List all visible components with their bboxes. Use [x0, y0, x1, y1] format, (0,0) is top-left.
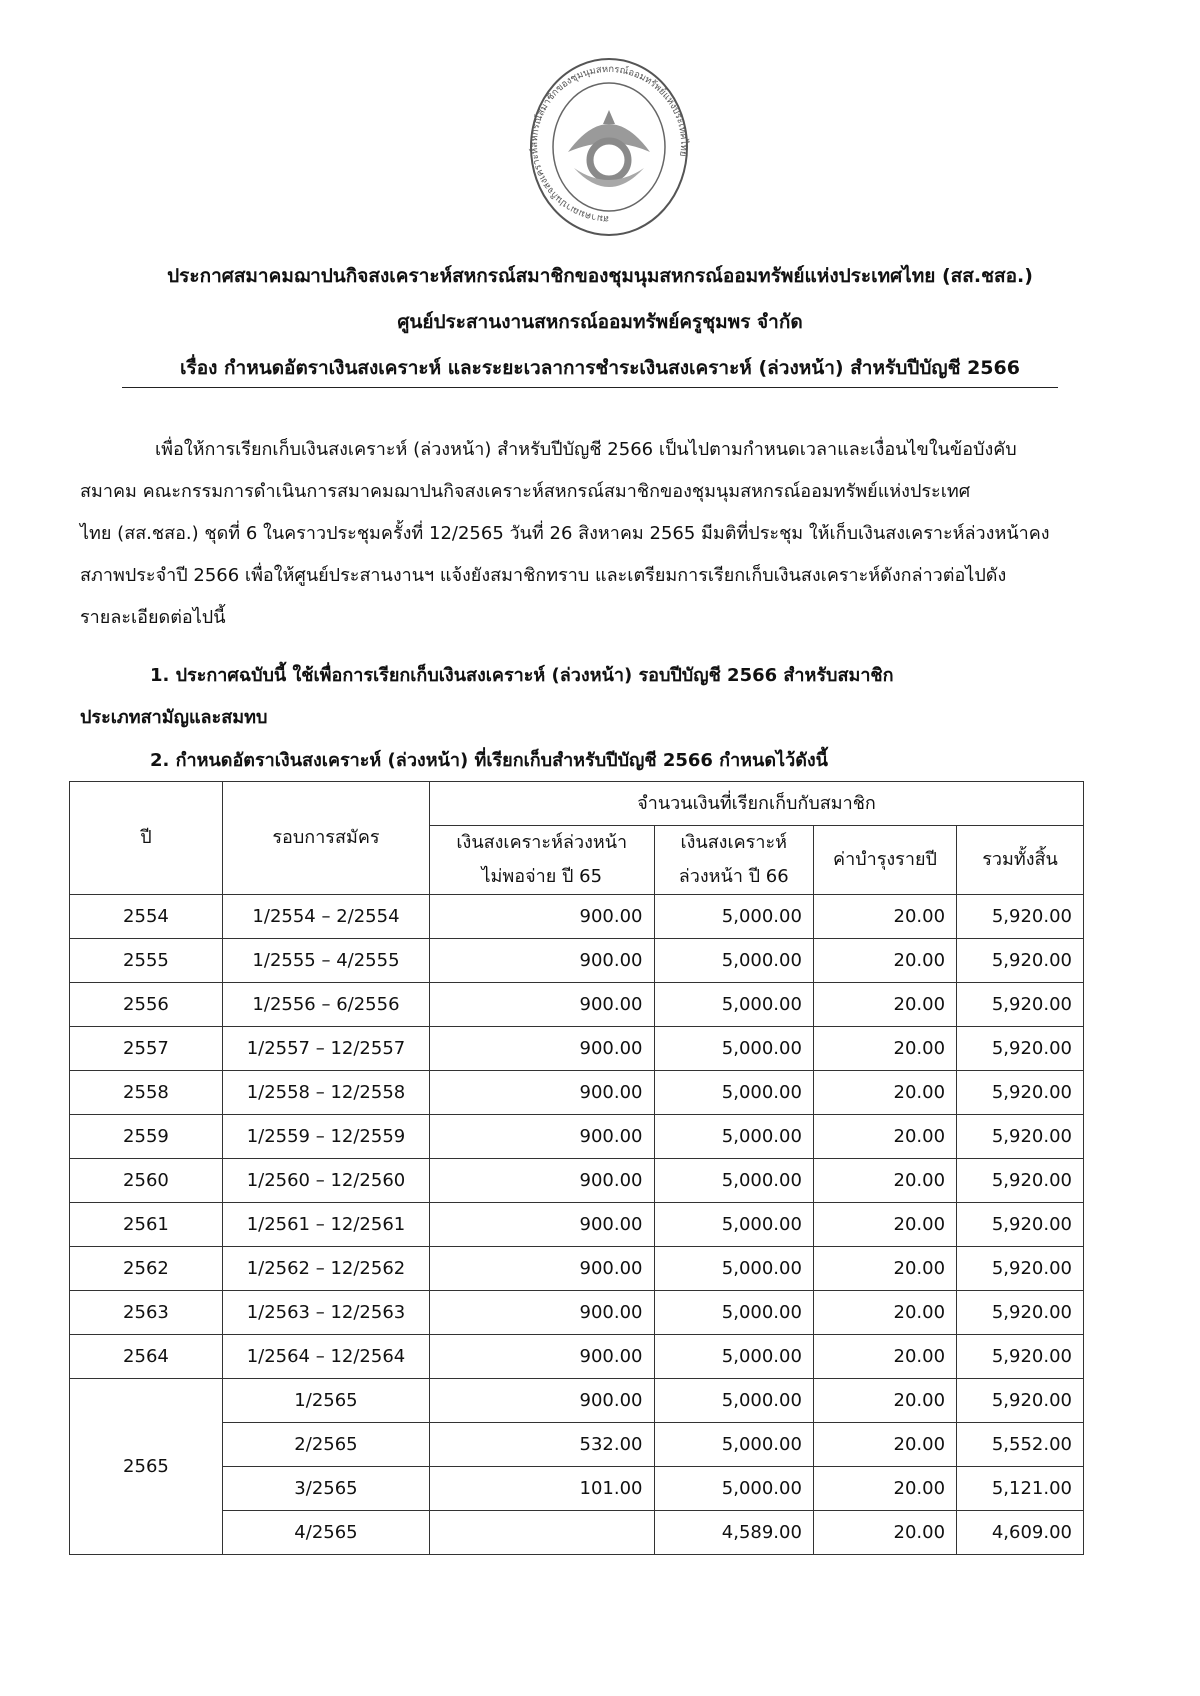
cell-shortfall: 900.00 — [430, 1203, 654, 1247]
announcement-title-line1: ประกาศสมาคมฌาปนกิจสงเคราะห์สหกรณ์สมาชิกของชุมนุมสหกรณ์ออมทรัพย์แห่งประเทศไทย (สส.ชสอ.) — [167, 265, 1033, 287]
cell-year: 2559 — [70, 1115, 223, 1159]
cell-annual-fee: 20.00 — [813, 1335, 956, 1379]
column-header-advance — [654, 826, 813, 895]
cell-advance: 5,000.00 — [654, 1291, 813, 1335]
cell-advance: 5,000.00 — [654, 1247, 813, 1291]
intro-paragraph — [80, 429, 1120, 639]
table-row — [70, 983, 1084, 1027]
cell-round: 1/2561 – 12/2561 — [222, 1203, 429, 1247]
cell-round: 1/2557 – 12/2557 — [222, 1027, 429, 1071]
table-row — [70, 1115, 1084, 1159]
heading-divider — [122, 387, 1058, 388]
cell-advance: 5,000.00 — [654, 1071, 813, 1115]
clause-2: 2. กำหนดอัตราเงินสงเคราะห์ (ล่วงหน้า) ที่เรียกเก็บสำหรับปีบัญชี 2566 กำหนดไว้ดังนี้ — [150, 750, 828, 771]
cell-year: 2564 — [70, 1335, 223, 1379]
cell-round: 1/2565 — [222, 1379, 429, 1423]
table-row — [70, 1247, 1084, 1291]
cell-shortfall — [430, 1511, 654, 1555]
cell-year: 2565 — [70, 1379, 223, 1555]
paragraph-line: รายละเอียดต่อไปนี้ — [80, 607, 226, 628]
cell-annual-fee: 20.00 — [813, 1115, 956, 1159]
table-row — [70, 1423, 1084, 1467]
cell-total: 5,920.00 — [957, 1071, 1084, 1115]
rate-table-body — [70, 895, 1084, 1555]
cell-round: 1/2558 – 12/2558 — [222, 1071, 429, 1115]
cell-annual-fee: 20.00 — [813, 1247, 956, 1291]
cell-shortfall: 900.00 — [430, 1115, 654, 1159]
cell-annual-fee: 20.00 — [813, 1027, 956, 1071]
cell-annual-fee: 20.00 — [813, 1423, 956, 1467]
header-line: ล่วงหน้า ปี 66 — [678, 866, 789, 887]
clause-1 — [80, 655, 1120, 739]
cell-round: 1/2563 – 12/2563 — [222, 1291, 429, 1335]
announcement-title-line2: ศูนย์ประสานงานสหกรณ์ออมทรัพย์ครูชุมพร จำกัด — [397, 311, 803, 333]
cell-annual-fee: 20.00 — [813, 1511, 956, 1555]
cell-advance: 5,000.00 — [654, 1203, 813, 1247]
cell-annual-fee: 20.00 — [813, 895, 956, 939]
cell-total: 5,920.00 — [957, 1115, 1084, 1159]
cell-round: 1/2555 – 4/2555 — [222, 939, 429, 983]
table-row — [70, 1379, 1084, 1423]
cell-total: 5,920.00 — [957, 1027, 1084, 1071]
svg-text:สมาคมฌาปนกิจสงเคราะห์สหกรณ์สมา: สมาคมฌาปนกิจสงเคราะห์สหกรณ์สมาชิกของชุมนุมสหกรณ์ออมทรัพย์แห่งประเทศไทย — [529, 63, 690, 225]
cell-total: 5,920.00 — [957, 895, 1084, 939]
cell-shortfall: 900.00 — [430, 1379, 654, 1423]
table-row — [70, 1511, 1084, 1555]
cell-total: 5,121.00 — [957, 1467, 1084, 1511]
table-row — [70, 1467, 1084, 1511]
cell-total: 5,920.00 — [957, 1159, 1084, 1203]
cell-total: 5,920.00 — [957, 1291, 1084, 1335]
cell-total: 4,609.00 — [957, 1511, 1084, 1555]
cell-advance: 5,000.00 — [654, 939, 813, 983]
column-header-shortfall — [430, 826, 654, 895]
cell-total: 5,920.00 — [957, 1335, 1084, 1379]
cell-shortfall: 900.00 — [430, 1071, 654, 1115]
cell-shortfall: 900.00 — [430, 939, 654, 983]
paragraph-line: สภาพประจำปี 2566 เพื่อให้ศูนย์ประสานงานฯ แจ้งยังสมาชิกทราบ และเตรียมการเรียกเก็บเงินสงเคราะห์ดังกล่าวต่อไปดัง — [80, 565, 1007, 586]
table-row — [70, 1071, 1084, 1115]
cell-advance: 5,000.00 — [654, 1379, 813, 1423]
cell-shortfall: 101.00 — [430, 1467, 654, 1511]
table-row — [70, 1027, 1084, 1071]
cell-round: 3/2565 — [222, 1467, 429, 1511]
cell-shortfall: 900.00 — [430, 1159, 654, 1203]
cell-annual-fee: 20.00 — [813, 1379, 956, 1423]
cell-year: 2558 — [70, 1071, 223, 1115]
cell-year: 2556 — [70, 983, 223, 1027]
cell-shortfall: 900.00 — [430, 983, 654, 1027]
cell-advance: 4,589.00 — [654, 1511, 813, 1555]
column-header-total: รวมทั้งสิ้น — [957, 826, 1084, 895]
clause-1-line: ประเภทสามัญและสมทบ — [80, 707, 268, 728]
table-row — [70, 1291, 1084, 1335]
cell-annual-fee: 20.00 — [813, 1071, 956, 1115]
cell-annual-fee: 20.00 — [813, 1291, 956, 1335]
cell-shortfall: 900.00 — [430, 1247, 654, 1291]
cell-annual-fee: 20.00 — [813, 1467, 956, 1511]
column-header-year: ปี — [70, 782, 223, 895]
cell-round: 1/2556 – 6/2556 — [222, 983, 429, 1027]
paragraph-line: ไทย (สส.ชสอ.) ชุดที่ 6 ในคราวประชุมครั้งที่ 12/2565 วันที่ 26 สิงหาคม 2565 มีมติที่ประชุม ให้เก็บเงินสงเคราะห์ล่วงหน้าคง — [80, 523, 1050, 544]
header-line: เงินสงเคราะห์ล่วงหน้า — [456, 832, 628, 853]
cell-shortfall: 900.00 — [430, 1291, 654, 1335]
cell-shortfall: 900.00 — [430, 1335, 654, 1379]
cell-annual-fee: 20.00 — [813, 1203, 956, 1247]
cell-round: 2/2565 — [222, 1423, 429, 1467]
paragraph-line: สมาคม คณะกรรมการดำเนินการสมาคมฌาปนกิจสงเคราะห์สหกรณ์สมาชิกของชุมนุมสหกรณ์ออมทรัพย์แห่งประเทศ — [80, 481, 971, 502]
cell-advance: 5,000.00 — [654, 895, 813, 939]
cell-year: 2563 — [70, 1291, 223, 1335]
column-group-header-amount: จำนวนเงินที่เรียกเก็บกับสมาชิก — [430, 782, 1084, 826]
column-header-annual-fee: ค่าบำรุงรายปี — [813, 826, 956, 895]
paragraph-line: เพื่อให้การเรียกเก็บเงินสงเคราะห์ (ล่วงหน้า) สำหรับปีบัญชี 2566 เป็นไปตามกำหนดเวลาและเงื่อนไขในข้อบังคับ — [155, 439, 1017, 460]
cell-year: 2562 — [70, 1247, 223, 1291]
cell-round: 1/2564 – 12/2564 — [222, 1335, 429, 1379]
cell-annual-fee: 20.00 — [813, 983, 956, 1027]
cell-annual-fee: 20.00 — [813, 939, 956, 983]
cell-year: 2555 — [70, 939, 223, 983]
cell-shortfall: 532.00 — [430, 1423, 654, 1467]
cell-advance: 5,000.00 — [654, 1115, 813, 1159]
cell-annual-fee: 20.00 — [813, 1159, 956, 1203]
cell-year: 2561 — [70, 1203, 223, 1247]
cell-total: 5,920.00 — [957, 983, 1084, 1027]
table-row — [70, 1159, 1084, 1203]
column-header-round: รอบการสมัคร — [222, 782, 429, 895]
cell-total: 5,920.00 — [957, 1203, 1084, 1247]
cell-total: 5,920.00 — [957, 939, 1084, 983]
cell-total: 5,920.00 — [957, 1379, 1084, 1423]
cell-advance: 5,000.00 — [654, 1423, 813, 1467]
cell-year: 2560 — [70, 1159, 223, 1203]
cell-total: 5,920.00 — [957, 1247, 1084, 1291]
cell-advance: 5,000.00 — [654, 983, 813, 1027]
cell-shortfall: 900.00 — [430, 1027, 654, 1071]
cell-advance: 5,000.00 — [654, 1467, 813, 1511]
header-line: ไม่พอจ่าย ปี 65 — [481, 866, 603, 887]
table-row — [70, 1335, 1084, 1379]
cell-total: 5,552.00 — [957, 1423, 1084, 1467]
cell-year: 2554 — [70, 895, 223, 939]
cell-shortfall: 900.00 — [430, 895, 654, 939]
cell-advance: 5,000.00 — [654, 1335, 813, 1379]
cell-advance: 5,000.00 — [654, 1159, 813, 1203]
table-row — [70, 1203, 1084, 1247]
announcement-subject: เรื่อง กำหนดอัตราเงินสงเคราะห์ และระยะเวลาการชำระเงินสงเคราะห์ (ล่วงหน้า) สำหรับปีบัญชี 2566 — [180, 357, 1020, 379]
table-row — [70, 895, 1084, 939]
cell-round: 1/2560 – 12/2560 — [222, 1159, 429, 1203]
cell-round: 1/2562 – 12/2562 — [222, 1247, 429, 1291]
cell-round: 1/2559 – 12/2559 — [222, 1115, 429, 1159]
cell-advance: 5,000.00 — [654, 1027, 813, 1071]
contribution-rate-table — [69, 781, 1084, 1555]
header-line: เงินสงเคราะห์ — [680, 832, 787, 853]
association-seal-logo — [528, 56, 690, 238]
cell-round: 1/2554 – 2/2554 — [222, 895, 429, 939]
cell-round: 4/2565 — [222, 1511, 429, 1555]
table-row — [70, 939, 1084, 983]
cell-year: 2557 — [70, 1027, 223, 1071]
clause-1-line: 1. ประกาศฉบับนี้ ใช้เพื่อการเรียกเก็บเงินสงเคราะห์ (ล่วงหน้า) รอบปีบัญชี 2566 สำหรับสมาชิก — [150, 665, 894, 686]
